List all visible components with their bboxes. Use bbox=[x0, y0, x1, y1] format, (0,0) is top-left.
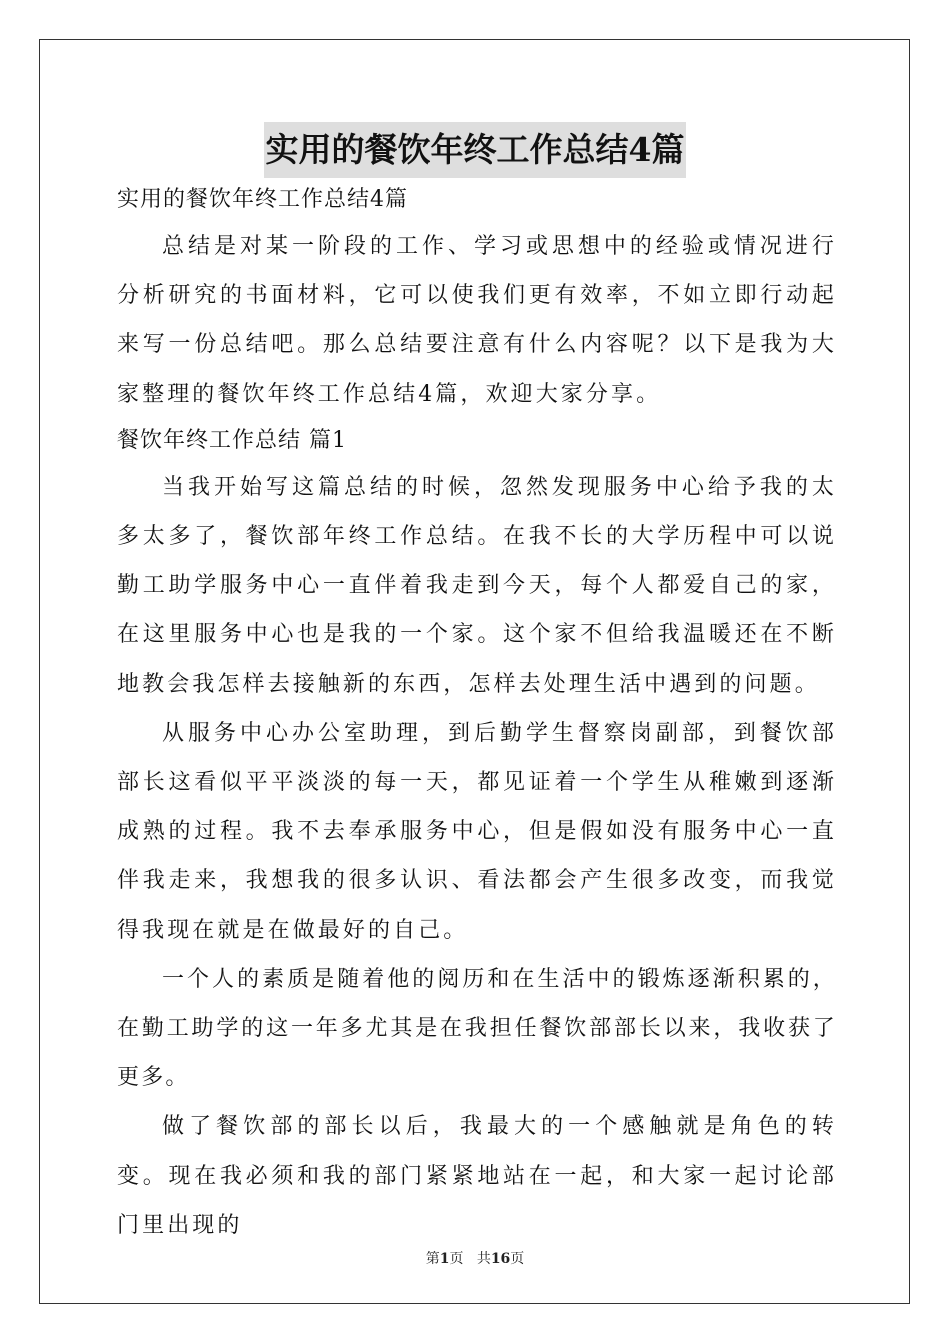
total-pages: 16 bbox=[490, 1251, 511, 1267]
document-subtitle: 实用的餐饮年终工作总结4篇 bbox=[117, 187, 408, 212]
section-heading: 餐饮年终工作总结 篇1 bbox=[117, 427, 347, 453]
document-title bbox=[0, 122, 950, 178]
page-number: 1 bbox=[439, 1251, 450, 1267]
document-title-text: 实用的餐饮年终工作总结4篇 bbox=[264, 122, 687, 178]
document-body bbox=[117, 178, 837, 1250]
total-prefix: 共 bbox=[476, 1251, 491, 1267]
body-paragraph-4: 做了餐饮部的部长以后，我最大的一个感触就是角色的转变。现在我必须和我的部门紧紧地站在一起，和大家一起讨论部门里出现的 bbox=[117, 1114, 837, 1238]
body-paragraph-1: 当我开始写这篇总结的时候，忽然发现服务中心给予我的太多太多了，餐饮部年终工作总结。在我不长的大学历程中可以说勤工助学服务中心一直伴着我走到今天，每个人都爱自己的家，在这里服务中心也是我的一个家。这个家不但给我温暖还在不断地教会我怎样去接触新的东西，怎样去处理生活中遇到的问题。 bbox=[117, 474, 837, 697]
total-suffix: 页 bbox=[510, 1251, 525, 1267]
page-prefix: 第 bbox=[425, 1251, 440, 1267]
intro-paragraph: 总结是对某一阶段的工作、学习或思想中的经验或情况进行分析研究的书面材料，它可以使我们更有效率，不如立即行动起来写一份总结吧。那么总结要注意有什么内容呢？以下是我为大家整理的餐饮年终工作总结4篇，欢迎大家分享。 bbox=[117, 234, 837, 407]
page-footer bbox=[0, 1248, 950, 1268]
body-paragraph-3: 一个人的素质是随着他的阅历和在生活中的锻炼逐渐积累的，在勤工助学的这一年多尤其是在我担任餐饮部部长以来，我收获了更多。 bbox=[117, 966, 837, 1091]
body-paragraph-2: 从服务中心办公室助理，到后勤学生督察岗副部，到餐饮部部长这看似平平淡淡的每一天，都见证着一个学生从稚嫩到逐渐成熟的过程。我不去奉承服务中心，但是假如没有服务中心一直伴我走来，我想我的很多认识、看法都会产生很多改变，而我觉得我现在就是在做最好的自己。 bbox=[117, 720, 837, 943]
page-suffix: 页 bbox=[449, 1251, 464, 1267]
